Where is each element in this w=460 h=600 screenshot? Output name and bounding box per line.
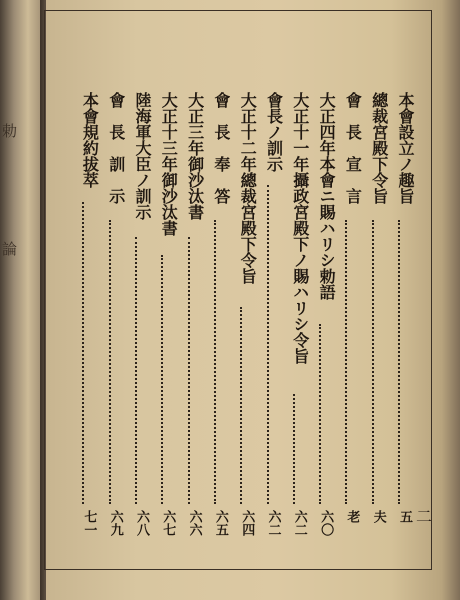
toc-entry-page: 六二 — [291, 510, 307, 536]
toc-entry-title: 陸海軍大臣ノ訓示 — [133, 92, 152, 220]
toc-entry-page: 七一 — [81, 510, 97, 536]
toc-entry-title: 會長ノ訓示 — [264, 92, 284, 172]
leader-dots — [398, 220, 400, 504]
leader-dots — [188, 237, 190, 504]
toc-entry-title: 大正四年本會ニ賜ハリシ勅語 — [317, 92, 337, 300]
left-page-char: 論 — [2, 240, 18, 258]
toc-entry-title: 大正三年御沙汰書 — [185, 92, 205, 220]
toc-entry-title: 大正十一年攝政宮殿下ノ賜ハリシ令旨 — [290, 92, 310, 364]
toc-entry-page: 六七 — [160, 510, 176, 536]
leader-dots — [214, 220, 216, 504]
toc-entry-title: 會 長 宣 言 — [343, 92, 363, 204]
toc-entry — [95, 92, 125, 540]
toc-entry-page: 六五 — [212, 510, 228, 536]
leader-dots — [240, 307, 242, 504]
toc-entry-page: 六二 — [265, 510, 281, 536]
toc-entry-title: 大正十二年總裁宮殿下令旨 — [238, 92, 258, 284]
left-page-char: 勅 — [2, 122, 18, 140]
leader-dots — [82, 202, 84, 504]
leader-dots — [135, 237, 137, 504]
toc-entry-page: 夫 — [370, 510, 386, 523]
toc-entry-title: 會 長 奉 答 — [211, 92, 231, 204]
toc-entry-title: 會 長 訓 示 — [106, 92, 126, 204]
page-number: 二 — [416, 507, 433, 526]
left-page-edge — [0, 0, 40, 600]
toc-entry-title: 本會規約拔萃 — [80, 92, 100, 188]
toc-entry-title: 本會設立ノ趣旨 — [396, 92, 415, 204]
leader-dots — [345, 220, 347, 504]
toc-entry — [174, 92, 204, 540]
leader-dots — [109, 220, 111, 504]
toc-entry-page: 五 — [397, 510, 412, 523]
toc-entry-title: 大正十三年御沙汰書 — [159, 92, 179, 236]
toc-entry-title: 總裁宮殿下令旨 — [369, 92, 389, 204]
toc-entry — [253, 92, 283, 540]
toc-entry-page: 六八 — [134, 510, 149, 536]
leader-dots — [293, 394, 295, 504]
leader-dots — [319, 324, 321, 504]
toc-entry — [358, 92, 388, 540]
toc-entry-page: 六〇 — [318, 510, 334, 536]
toc-entry — [68, 92, 98, 540]
toc-entry-page: 老 — [344, 510, 360, 523]
leader-dots — [161, 255, 163, 504]
leader-dots — [267, 185, 269, 504]
toc-entry-page: 六九 — [107, 510, 123, 536]
toc-entry-page: 六六 — [186, 510, 202, 536]
leader-dots — [372, 220, 374, 504]
toc-entry-page: 六四 — [239, 510, 255, 536]
